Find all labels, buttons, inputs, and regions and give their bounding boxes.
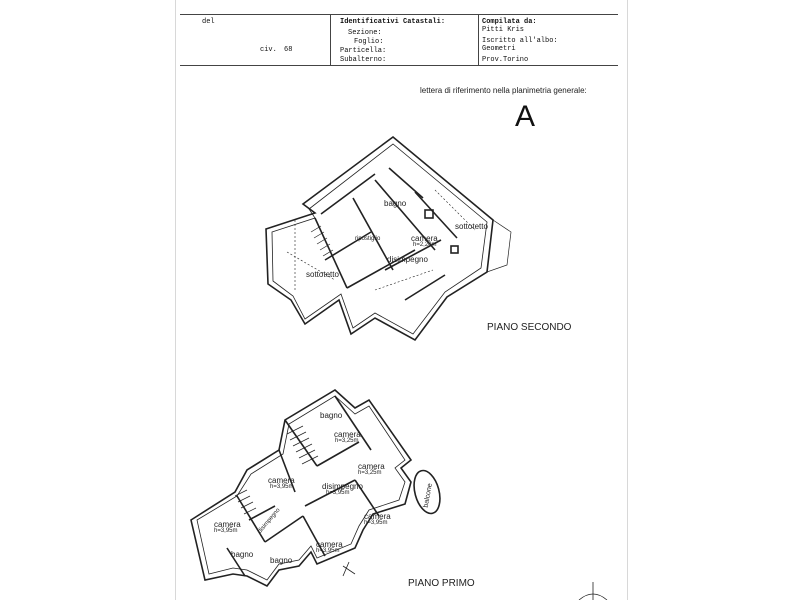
room-camera-first-2: camera	[358, 462, 385, 471]
room-disimpegno-first-2: disimpegno	[257, 507, 282, 535]
catasto-cell	[334, 15, 479, 65]
compilata-label: Compilata da:	[482, 18, 537, 26]
room-sottotetto-left: sottotetto	[306, 270, 339, 279]
particella-label: Particella:	[340, 47, 387, 55]
room-camera-first-3-height: h=3,95m	[270, 484, 294, 490]
title-block	[180, 14, 618, 66]
right-margin	[626, 0, 800, 600]
room-camera-first-2-height: h=3,25m	[358, 470, 382, 476]
compass-mark	[579, 582, 607, 600]
room-camera-first-1-height: h=3,25m	[335, 438, 359, 444]
iscritto-label: Iscritto all'albo:	[482, 37, 558, 45]
room-disimpegno-first-height: h=3,95m	[326, 490, 350, 496]
first-floor-plan	[191, 390, 444, 586]
room-camera-first-4-height: h=3,95m	[364, 520, 388, 526]
room-balcone: balcone	[422, 482, 434, 509]
room-camera-first-5-height: h=3,95m	[214, 528, 238, 534]
room-disimpegno-first: disimpegno	[322, 482, 363, 491]
left-margin	[0, 0, 175, 600]
subalterno-label: Subalterno:	[340, 56, 387, 64]
compilata-name: Pitti Kris	[482, 26, 525, 34]
sezione-label: Sezione:	[348, 29, 382, 37]
room-camera-first-6-height: h=3,95m	[316, 548, 340, 554]
room-camera-first-4: camera	[364, 512, 391, 521]
room-disimpegno-second: disimpegno	[387, 255, 428, 264]
floor-plans	[175, 120, 626, 600]
prov-label: Prov.Torino	[482, 56, 529, 64]
room-bagno-first-top: bagno	[320, 411, 343, 420]
room-bagno-first-left: bagno	[231, 550, 254, 559]
room-camera-second: camera	[411, 234, 438, 243]
reference-letter: A	[515, 100, 536, 133]
reference-text: lettera di riferimento nella planimetria generale:	[420, 86, 587, 95]
second-floor-plan	[266, 137, 511, 340]
iscritto-value: Geometri	[482, 45, 516, 53]
catasto-title: Identificativi Catastali:	[340, 18, 446, 26]
room-bagno-second: bagno	[384, 199, 407, 208]
del-label: del	[202, 18, 215, 26]
title-piano-secondo: PIANO SECONDO	[487, 322, 572, 333]
civ-value: 68	[284, 46, 293, 54]
room-camera-first-6: camera	[316, 540, 343, 549]
room-bagno-first-bottom: bagno	[270, 556, 293, 565]
room-camera-second-height: h=2,20m	[413, 242, 437, 248]
compilata-cell	[480, 15, 618, 65]
address-cell	[180, 15, 331, 65]
room-camera-first-3: camera	[268, 476, 295, 485]
title-piano-primo: PIANO PRIMO	[408, 578, 475, 589]
civ-label: civ.	[260, 46, 277, 54]
foglio-label: Foglio:	[354, 38, 384, 46]
room-camera-first-5: camera	[214, 520, 241, 529]
room-camera-first-1: camera	[334, 430, 361, 439]
room-ripostiglio: ripostiglio	[355, 236, 381, 242]
room-sottotetto-right: sottotetto	[455, 222, 488, 231]
